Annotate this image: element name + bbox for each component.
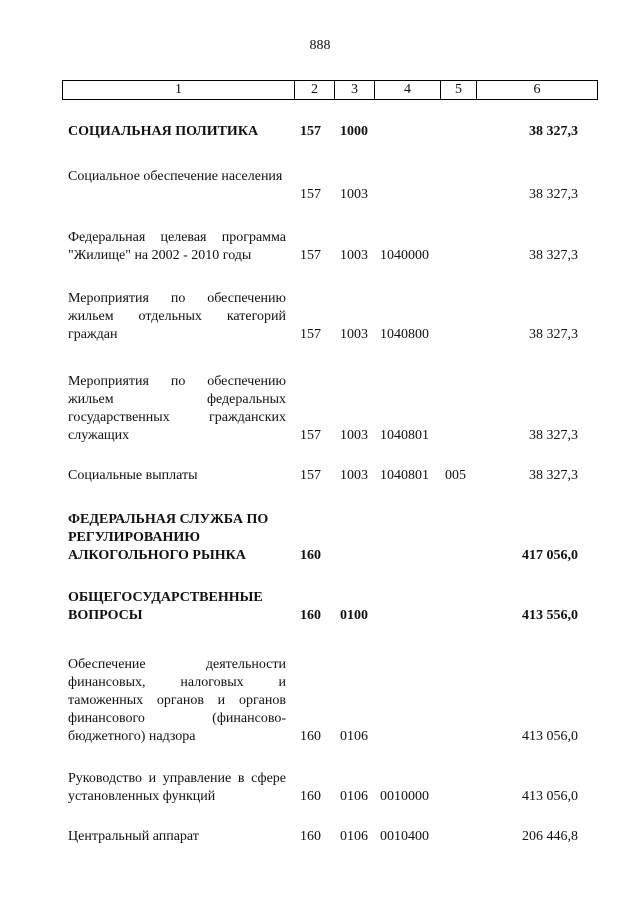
table-row — [0, 290, 640, 344]
header-col-5: 5 — [441, 81, 477, 99]
row-col-2: 157 — [300, 124, 321, 139]
row-col-6: 38 327,3 — [529, 248, 578, 263]
row-col-4: 1040000 — [380, 248, 429, 263]
table-row — [0, 373, 640, 445]
row-col-4: 1040800 — [380, 327, 429, 342]
row-col-4: 1040801 — [380, 468, 429, 483]
row-col-3: 1003 — [340, 468, 368, 483]
row-col-2: 157 — [300, 187, 321, 202]
row-col-3: 1003 — [340, 248, 368, 263]
row-col-6: 38 327,3 — [529, 468, 578, 483]
row-col-3: 0100 — [340, 608, 368, 623]
row-col-3: 1000 — [340, 124, 368, 139]
row-name: ОБЩЕГОСУДАРСТВЕННЫЕ ВОПРОСЫ — [68, 590, 263, 623]
row-name: Социальные выплаты — [68, 468, 198, 483]
row-col-2: 160 — [300, 829, 321, 844]
row-name: Мероприятия по обеспечению жильем федеральных государственных гражданских служащих — [68, 374, 286, 443]
row-name: Социальное обеспечение населения — [68, 169, 283, 184]
row-col-2: 160 — [300, 608, 321, 623]
row-col-6: 413 556,0 — [522, 608, 578, 623]
row-col-2: 157 — [300, 428, 321, 443]
page-number: 888 — [309, 38, 331, 53]
row-col-4: 0010000 — [380, 789, 429, 804]
row-col-6: 38 327,3 — [529, 187, 578, 202]
header-col-1: 1 — [63, 81, 295, 99]
row-col-3: 0106 — [340, 729, 368, 744]
row-name: Мероприятия по обеспечению жильем отдельных категорий граждан — [68, 291, 286, 342]
row-col-2: 160 — [300, 729, 321, 744]
row-col-4: 1040801 — [380, 428, 429, 443]
row-name: Обеспечение деятельности финансовых, налоговых и таможенных органов и органов финансового (финансово-бюджетного) надзора — [68, 657, 286, 744]
table-row — [0, 656, 640, 746]
table-row — [0, 828, 640, 846]
row-col-2: 157 — [300, 468, 321, 483]
row-col-2: 157 — [300, 248, 321, 263]
row-name: ФЕДЕРАЛЬНАЯ СЛУЖБА ПО РЕГУЛИРОВАНИЮ АЛКОГОЛЬНОГО РЫНКА — [68, 512, 269, 563]
row-col-3: 0106 — [340, 789, 368, 804]
table-row — [0, 589, 640, 625]
row-col-6: 38 327,3 — [529, 124, 578, 139]
table-row — [0, 770, 640, 806]
row-name: Центральный аппарат — [68, 829, 199, 844]
table-header — [62, 80, 598, 100]
row-col-6: 413 056,0 — [522, 789, 578, 804]
row-col-2: 157 — [300, 327, 321, 342]
row-col-3: 1003 — [340, 327, 368, 342]
row-col-4: 0010400 — [380, 829, 429, 844]
row-col-2: 160 — [300, 548, 321, 563]
table-row — [0, 229, 640, 265]
row-col-6: 413 056,0 — [522, 729, 578, 744]
row-col-6: 38 327,3 — [529, 327, 578, 342]
header-col-2: 2 — [295, 81, 335, 99]
row-col-3: 1003 — [340, 428, 368, 443]
header-col-6: 6 — [533, 82, 541, 97]
row-col-6: 417 056,0 — [522, 548, 578, 563]
table-row — [0, 467, 640, 485]
header-col-3: 3 — [335, 81, 375, 99]
row-col-6: 38 327,3 — [529, 428, 578, 443]
row-name: СОЦИАЛЬНАЯ ПОЛИТИКА — [68, 124, 259, 139]
table-row — [0, 123, 640, 141]
header-col-4: 4 — [375, 81, 441, 99]
row-col-2: 160 — [300, 789, 321, 804]
row-name: Федеральная целевая программа "Жилище" на 2002 - 2010 годы — [68, 230, 286, 263]
row-col-3: 1003 — [340, 187, 368, 202]
row-name: Руководство и управление в сфере установленных функций — [68, 771, 286, 804]
table-row — [0, 511, 640, 565]
row-col-6: 206 446,8 — [522, 829, 578, 844]
row-col-5: 005 — [445, 468, 466, 483]
row-col-3: 0106 — [340, 829, 368, 844]
table-row — [0, 168, 640, 204]
